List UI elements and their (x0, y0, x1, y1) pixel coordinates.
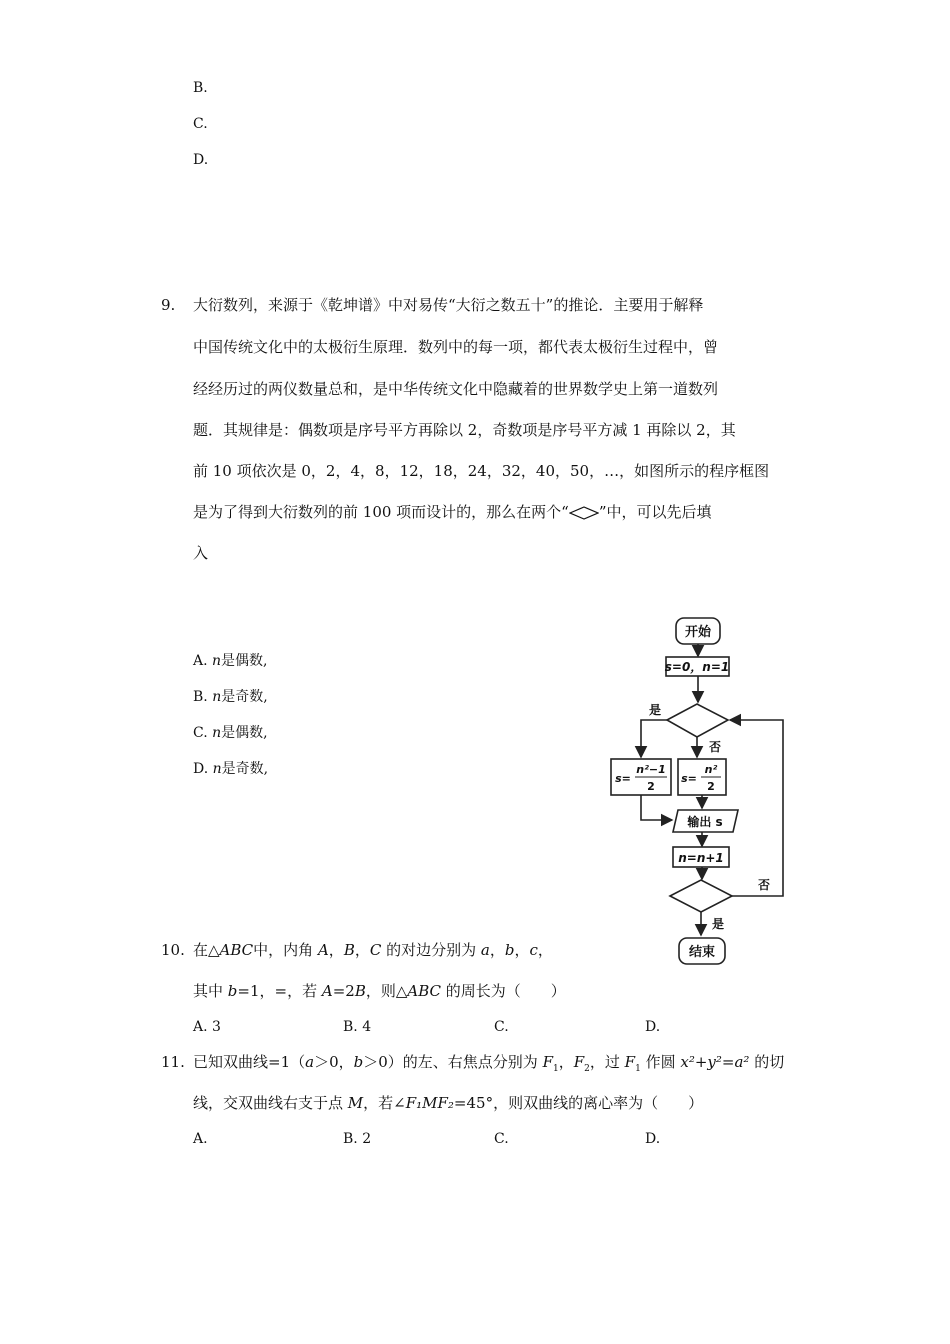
q9-number: 9. (161, 296, 176, 314)
var-seg: B (343, 941, 355, 959)
text-seg: =45°，则双曲线的离心率为（ ） (453, 1094, 704, 1112)
q9-line-5: 前 10 项依次是 0，2，4，8，12，18，24，32，40，50，…，如图所示的程序框图 (193, 462, 770, 480)
decision-1 (667, 704, 728, 737)
option-label: B. (343, 1019, 358, 1035)
text-seg: ， (558, 1053, 574, 1071)
text-seg: 已知双曲线=1（ (193, 1053, 306, 1071)
prev-option-b: B. (193, 80, 208, 96)
option-value: 3 (212, 1019, 221, 1035)
option-text: 是奇数, (221, 689, 268, 705)
text-seg: 作圆 (640, 1053, 681, 1071)
var-seg: A (317, 941, 329, 959)
q11-option-b (343, 1129, 371, 1149)
yes-label-1: 是 (648, 703, 662, 717)
q10-option-b (343, 1017, 371, 1037)
text-seg: 其中 (193, 982, 228, 1000)
q11-option-a (193, 1129, 212, 1149)
option-label: D. (645, 1019, 661, 1035)
increment-label: n=n+1 (678, 851, 724, 865)
var-seg: b (227, 982, 238, 1000)
text-seg: =2 (332, 982, 355, 1000)
left-lhs: s= (615, 772, 631, 785)
text-seg: ， (354, 941, 370, 959)
q9-option-a (193, 651, 268, 671)
option-label: A. (193, 1131, 208, 1147)
text-seg: 线，交双曲线右支于点 (193, 1094, 348, 1112)
q9-option-c (193, 723, 268, 743)
option-text: 是偶数, (221, 653, 268, 669)
text-seg: 的周长为（ ） (441, 982, 566, 1000)
var-seg: a (480, 941, 490, 959)
option-text: 是奇数, (221, 761, 269, 777)
subscript: 1 (552, 1064, 559, 1074)
text-seg: ， (537, 941, 553, 959)
flowchart (600, 610, 800, 970)
no-label-1: 否 (708, 740, 722, 754)
var-seg: F (624, 1053, 636, 1071)
right-lhs: s= (681, 772, 697, 785)
text-seg: 的切 (749, 1053, 785, 1071)
q9-option-b (193, 687, 268, 707)
q9-option-d (193, 759, 268, 779)
prev-option-c: C. (193, 116, 208, 132)
option-var: n (212, 761, 222, 777)
right-num: n² (704, 763, 718, 776)
option-label: B. (343, 1131, 358, 1147)
option-value: 4 (362, 1019, 372, 1035)
var-seg: a (305, 1053, 315, 1071)
init-label: s=0，n=1 (664, 660, 730, 674)
q10-option-d (645, 1017, 665, 1037)
text-seg: ，若∠ (363, 1094, 406, 1112)
option-label: C. (494, 1019, 509, 1035)
q9-line-3: 经经历过的两仪数量总和，是中华传统文化中隐藏着的世界数学史上第一道数列 (193, 380, 719, 398)
q9-line-1: 大衍数列，来源于《乾坤谱》中对易传“大衍之数五十”的推论．主要用于解释 (193, 296, 704, 314)
text-seg: 中，内角 (253, 941, 318, 959)
yes-label-2: 是 (711, 917, 725, 931)
output-label: 输出 s (687, 815, 723, 829)
q10-line-2 (193, 981, 566, 1001)
q9-line-6 (193, 502, 712, 522)
q10-option-c (494, 1017, 513, 1037)
decision-2 (670, 880, 732, 912)
q11-line-2 (193, 1093, 703, 1113)
text-seg: ， (489, 941, 505, 959)
var-seg: M (347, 1094, 364, 1112)
q11-line-1 (193, 1052, 784, 1072)
option-value: 2 (362, 1131, 372, 1147)
left-den: 2 (647, 780, 655, 793)
right-den: 2 (707, 780, 715, 793)
subscript: 1 (635, 1064, 641, 1074)
q9-line-2: 中国传统文化中的太极衍生原理．数列中的每一项，都代表太极衍生过程中，曾 (193, 338, 719, 356)
q10-number: 10. (161, 941, 185, 959)
var-seg: F (573, 1053, 585, 1071)
option-label: A. (193, 1019, 208, 1035)
prev-option-d: D. (193, 152, 209, 168)
var-seg: c (529, 941, 538, 959)
end-label: 结束 (688, 945, 716, 960)
text-seg: 的对边分别为 (381, 941, 481, 959)
text-seg: ＞0， (314, 1053, 354, 1071)
text-seg: 在△ (193, 941, 220, 959)
q10-option-a (193, 1017, 221, 1037)
q11-number: 11. (161, 1053, 185, 1071)
var-seg: C (369, 941, 382, 959)
circle-equation: x²+y²=a² (680, 1053, 750, 1071)
no-label-2: 否 (757, 878, 771, 892)
angle-expression: F₁MF₂ (405, 1094, 454, 1112)
left-num: n²−1 (636, 763, 666, 776)
option-var: n (212, 689, 222, 705)
text-seg: ， (514, 941, 530, 959)
q9-line-6-after: ”中，可以先后填 (598, 503, 712, 521)
q9-line-4: 题．其规律是：偶数项是序号平方再除以 2，奇数项是序号平方减 1 再除以 2，其 (193, 421, 736, 439)
var-seg: ABC (219, 941, 254, 959)
option-text: 是偶数, (221, 725, 268, 741)
option-var: n (212, 725, 222, 741)
text-seg: =1，=，若 (237, 982, 322, 1000)
text-seg: ，过 (589, 1053, 625, 1071)
text-seg: ＞0）的左、右焦点分别为 (363, 1053, 543, 1071)
text-seg: ，则△ (365, 982, 408, 1000)
option-label: A. (193, 653, 208, 669)
var-seg: b (504, 941, 515, 959)
start-label: 开始 (684, 625, 712, 640)
option-label: D. (193, 761, 209, 777)
subscript: 2 (584, 1064, 590, 1074)
var-seg: b (353, 1053, 364, 1071)
q10-line-1 (193, 940, 553, 960)
option-var: n (212, 653, 222, 669)
option-label: C. (494, 1131, 509, 1147)
var-seg: A (321, 982, 333, 1000)
option-label: B. (193, 689, 208, 705)
var-seg: F (542, 1053, 553, 1071)
var-seg: B (354, 982, 366, 1000)
var-seg: ABC (407, 982, 442, 1000)
q11-option-d (645, 1129, 665, 1149)
diamond-icon (569, 506, 599, 520)
option-label: D. (645, 1131, 661, 1147)
q9-line-6-before: 是为了得到大衍数列的前 100 项而设计的，那么在两个“ (193, 503, 569, 521)
option-label: C. (193, 725, 208, 741)
text-seg: ， (328, 941, 344, 959)
q11-option-c (494, 1129, 513, 1149)
q9-line-7: 入 (193, 544, 209, 562)
